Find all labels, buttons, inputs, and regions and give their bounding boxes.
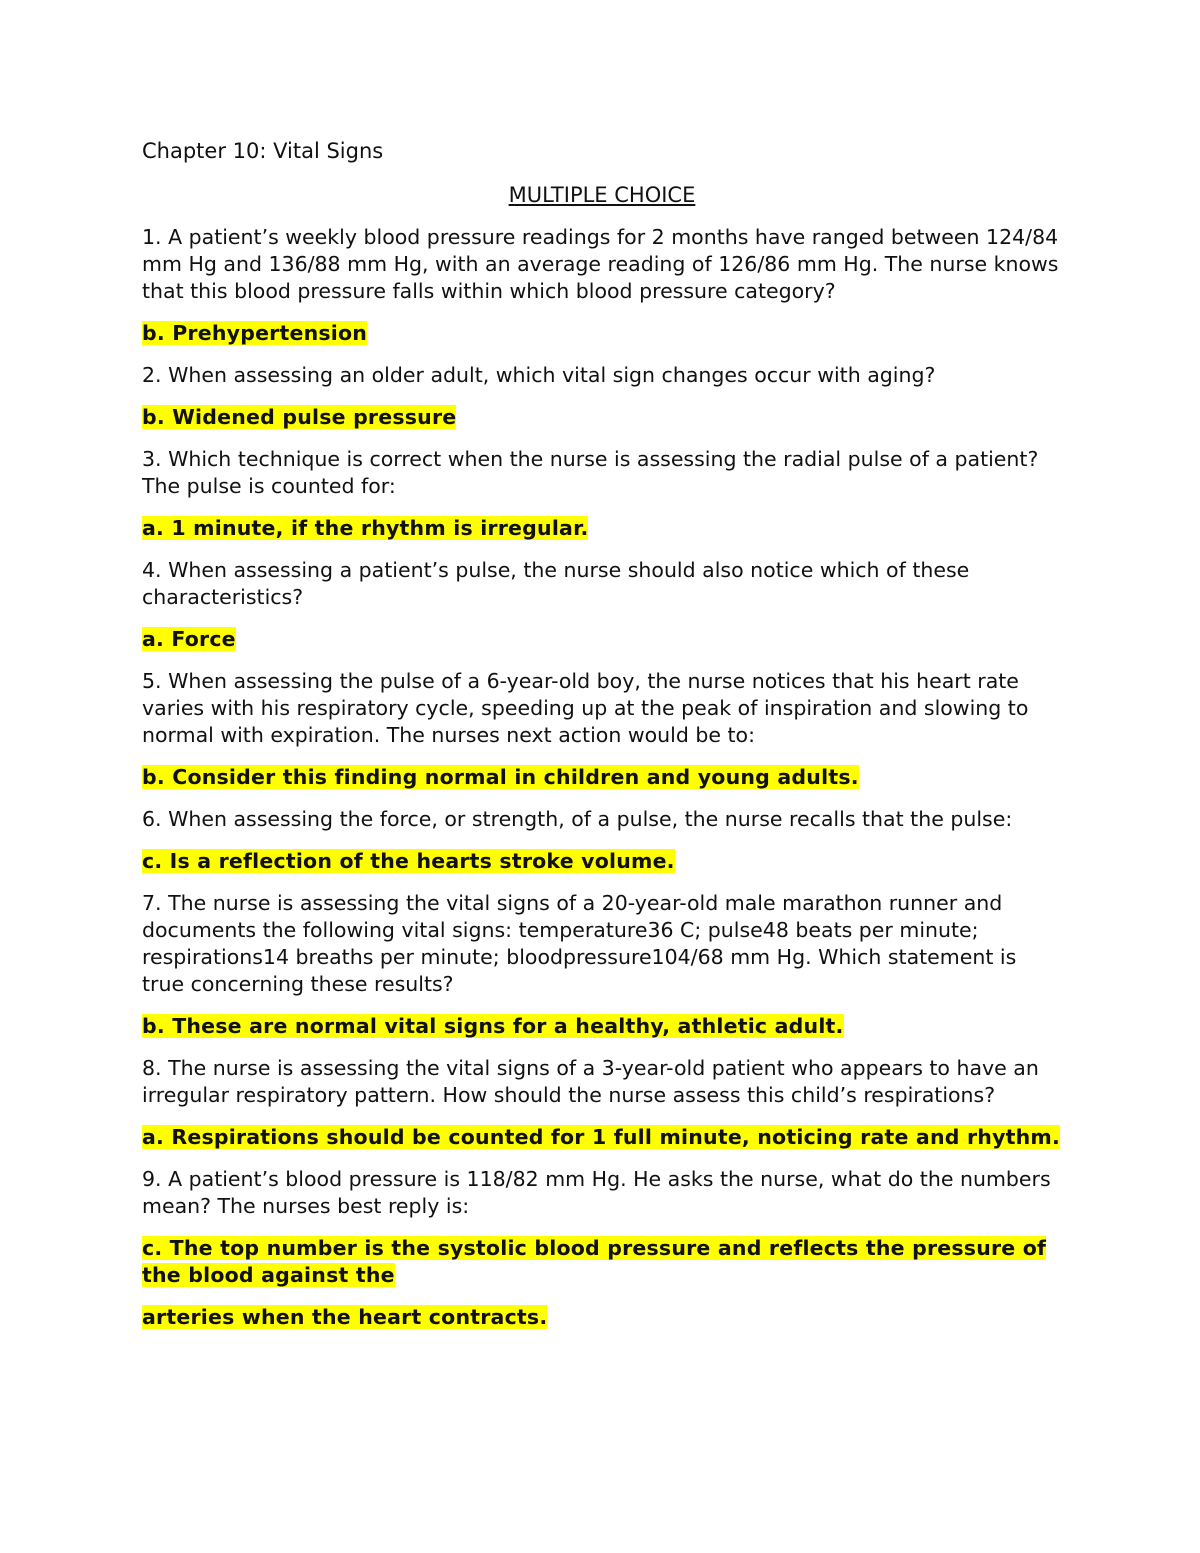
- answer-8: [142, 1124, 1062, 1151]
- answer-7: [142, 1013, 1062, 1040]
- question-4: 4. When assessing a patient’s pulse, the nurse should also notice which of these characteristics?: [142, 558, 970, 609]
- answer-2: [142, 404, 1062, 431]
- question-9: 9. A patient’s blood pressure is 118/82 mm Hg. He asks the nurse, what do the numbers mean? The nurses best reply is:: [142, 1167, 1051, 1218]
- chapter-title: Chapter 10: Vital Signs: [142, 139, 384, 163]
- answer-highlight: a. Respirations should be counted for 1 full minute, noticing rate and rhythm.: [142, 1125, 1060, 1149]
- question-1: 1. A patient’s weekly blood pressure readings for 2 months have ranged between 124/84 mm Hg and 136/88 mm Hg, with an average reading of 126/86 mm Hg. The nurse knows that this blood pressure falls within which blood pressure category?: [142, 225, 1059, 303]
- answer-9: [142, 1235, 1062, 1289]
- section-heading: MULTIPLE CHOICE: [508, 183, 696, 207]
- answer-highlight: c. The top number is the systolic blood pressure and reflects the pressure of the blood against the: [142, 1236, 1047, 1287]
- answer-highlight: a. Force: [142, 627, 236, 651]
- answer-highlight: b. These are normal vital signs for a healthy, athletic adult.: [142, 1014, 844, 1038]
- question-8: 8. The nurse is assessing the vital signs of a 3-year-old patient who appears to have an irregular respiratory pattern. How should the nurse assess this child’s respirations?: [142, 1056, 1039, 1107]
- answer-highlight: b. Widened pulse pressure: [142, 405, 457, 429]
- answer-4: [142, 626, 1062, 653]
- answer-5: [142, 764, 1062, 791]
- answer-highlight: arteries when the heart contracts.: [142, 1305, 548, 1329]
- document-page: [142, 138, 1062, 1346]
- answer-highlight: a. 1 minute, if the rhythm is irregular.: [142, 516, 589, 540]
- answer-3: [142, 515, 1062, 542]
- answer-9-continuation: [142, 1304, 1062, 1331]
- question-2: 2. When assessing an older adult, which vital sign changes occur with aging?: [142, 363, 936, 387]
- answer-1: [142, 320, 1062, 347]
- answer-6: [142, 848, 1062, 875]
- question-7: 7. The nurse is assessing the vital signs of a 20-year-old male marathon runner and documents the following vital signs: temperature36 C; pulse48 beats per minute; respirations14 breaths per minute; bloodpressure104/68 mm Hg. Which statement is true concerning these results?: [142, 891, 1017, 996]
- question-3: 3. Which technique is correct when the nurse is assessing the radial pulse of a patient? The pulse is counted for:: [142, 447, 1039, 498]
- answer-highlight: c. Is a reflection of the hearts stroke volume.: [142, 849, 675, 873]
- answer-highlight: b. Prehypertension: [142, 321, 368, 345]
- question-6: 6. When assessing the force, or strength, of a pulse, the nurse recalls that the pulse:: [142, 807, 1013, 831]
- question-5: 5. When assessing the pulse of a 6-year-old boy, the nurse notices that his heart rate varies with his respiratory cycle, speeding up at the peak of inspiration and slowing to normal with expiration. The nurses next action would be to:: [142, 669, 1029, 747]
- answer-highlight: b. Consider this finding normal in children and young adults.: [142, 765, 859, 789]
